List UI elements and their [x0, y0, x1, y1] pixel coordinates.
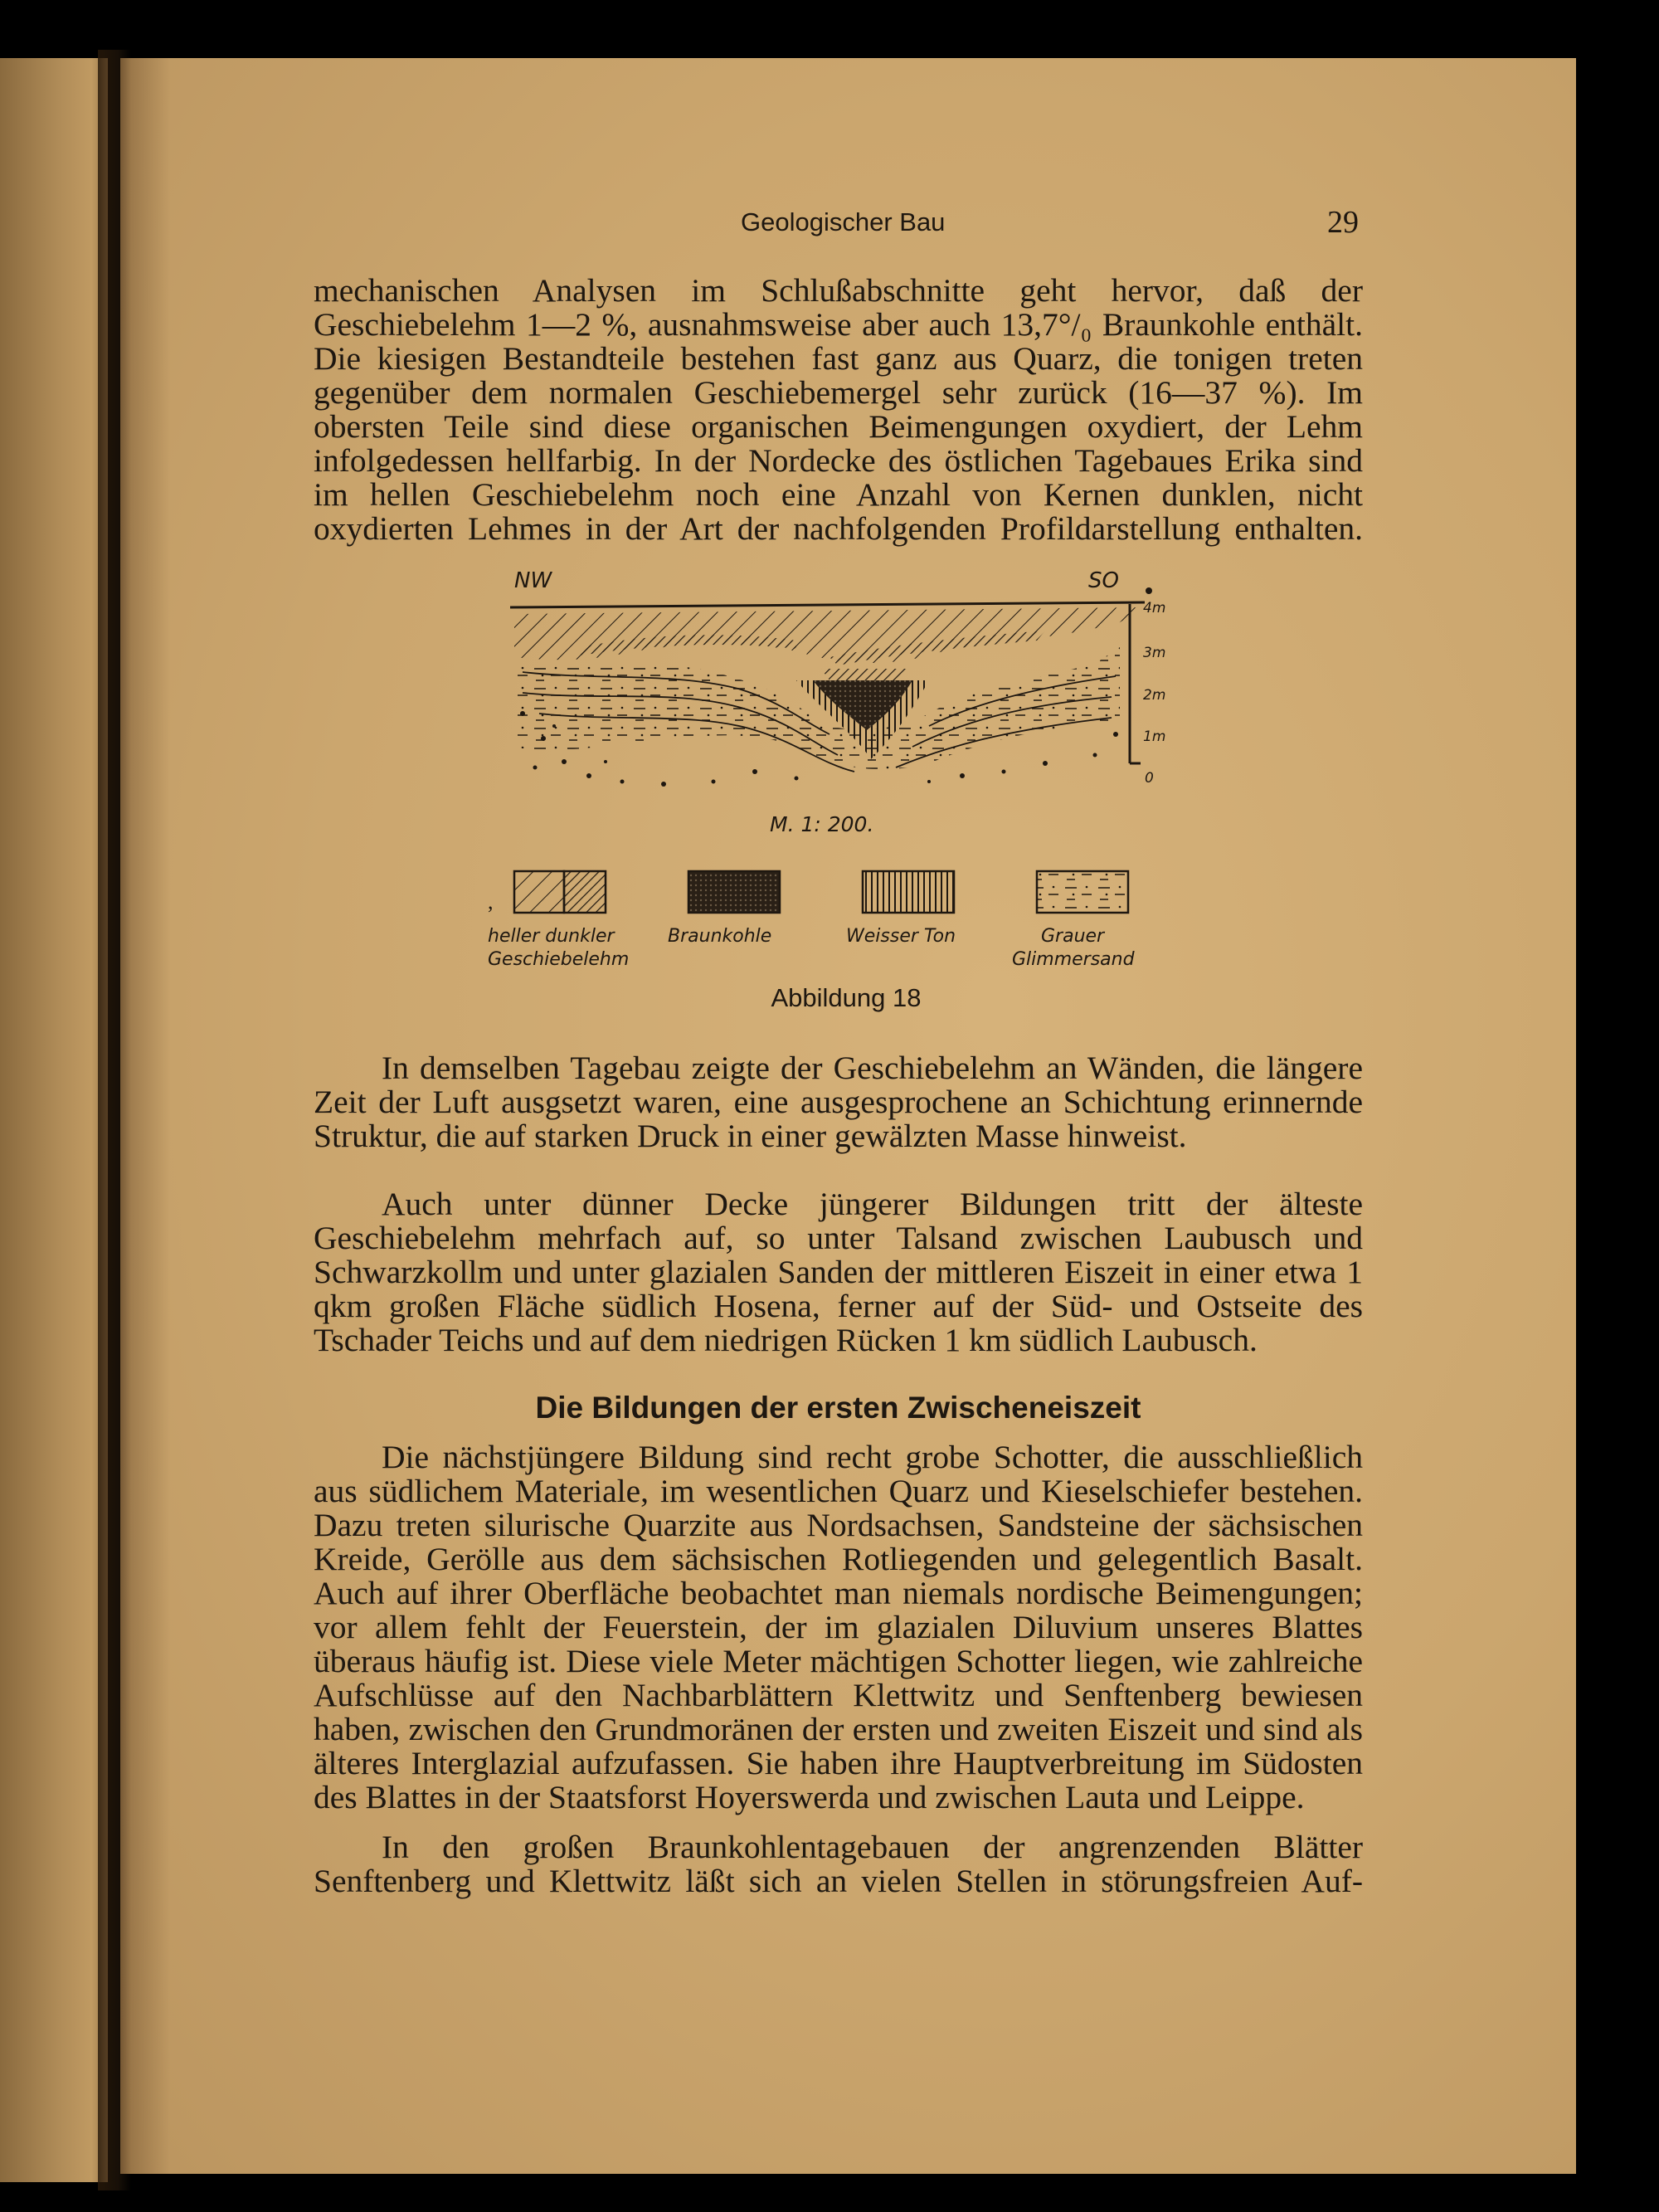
legend-label-sand-2: Glimmersand [1012, 949, 1135, 970]
label-so: SO [1088, 568, 1119, 593]
section-heading: Die Bildungen der ersten Zwischeneiszeit [535, 1391, 1141, 1425]
profile-diagram [465, 564, 1211, 1021]
legend-label-coal: Braunkohle [668, 926, 772, 947]
legend-item-glimmersand [1012, 871, 1136, 970]
dark-till-cap [821, 669, 912, 680]
scale-tick-0: 0 [1145, 770, 1154, 787]
page-number: 29 [1327, 205, 1359, 240]
scale-tick-2m: 2m [1143, 687, 1166, 704]
scale-ratio: M. 1: 200. [770, 812, 874, 836]
paragraph-2: In demselben Tagebau zeigte der Geschiebelehm an Wänden, die längere Zeit der Luft ausgsetzt waren, eine ausgesprochene an Schichtung erinnernde Struktur, die auf starken Druck in einer gewälzten Masse hinweist. [314, 1050, 1363, 1154]
label-nw: NW [514, 568, 552, 593]
svg-text:,: , [488, 889, 494, 914]
legend-label-till-2: Geschiebelehm [488, 949, 630, 970]
figure-caption: Abbildung 18 [771, 983, 922, 1012]
scale-tick-4m: 4m [1143, 600, 1166, 616]
legend-item-geschiebelehm [488, 871, 629, 970]
legend-item-weisser-ton [846, 871, 956, 947]
book-spine [98, 50, 131, 2190]
left-page-edge [0, 58, 108, 2182]
paragraph-3: Auch unter dünner Decke jüngerer Bildungen tritt der älteste Geschiebelehm mehrfach auf, so unter Talsand zwischen Laubusch und Schwarzkollm und unter glazialen Sanden der mittleren Eiszeit in einer etwa 1 qkm großen Fläche südlich Hosena, ferner auf der Süd- und Ostseite des Tschader Teichs und auf dem niedrigen Rücken 1 km südlich Laubusch. [314, 1186, 1363, 1358]
scale-tick-1m: 1m [1143, 728, 1166, 745]
geological-profile-figure [465, 564, 1211, 1021]
legend-label-sand-1: Grauer [1041, 926, 1105, 947]
legend-label-till-1: heller dunkler [488, 926, 615, 947]
paragraph-4: Die nächstjüngere Bildung sind recht grobe Schotter, die ausschließlich aus südlichem Materiale, im wesentlichen Quarz und Kieselschiefer bestehen. Dazu treten silurische Quarzite aus Nordsachsen, Sandsteine der sächsischen Kreide, Gerölle aus dem sächsischen Rotliegenden und gelegentlich Basalt. Auch auf ihrer Oberfläche beobachtet man niemals nordische Beimengungen; vor allem fehlt der Feuerstein, der im glazialen Diluvium unseres Blattes überaus häufig ist. Diese viele Meter mächtigen Schotter liegen, wie zahlreiche Aufschlüsse auf den Nachbarblättern Klettwitz und Senftenberg bewiesen haben, zwischen den Grundmoränen der ersten und zweiten Eiszeit und sind als älteres Interglazial aufzufassen. Sie haben ihre Hauptverbreitung im Südosten des Blattes in der Staatsforst Hoyerswerda und zwischen Lauta und Leippe. [314, 1439, 1363, 1815]
paragraph-5: In den großen Braunkohlentagebauen der angrenzenden Blätter Senftenberg und Klettwitz läßt sich an vielen Stellen in störungsfreien Auf- [314, 1829, 1363, 1899]
running-head: Geologischer Bau [741, 207, 946, 236]
legend-label-clay: Weisser Ton [846, 926, 956, 947]
ground-surface [510, 602, 1145, 607]
paragraph-1: mechanischen Analysen im Schlußabschnitte geht hervor, daß der Geschiebelehm 1—2 %, ausnahmsweise aber auch 13,7°/₀ Braunkohle enthält. Die kiesigen Bestandteile bestehen fast ganz aus Quarz, die tonigen treten gegenüber dem normalen Geschiebemergel sehr zurück (16—37 %). Im obersten Teile sind diese organischen Beimengungen oxydiert, der Lehm infolgedessen hellfarbig. In der Nordecke des östlichen Tagebaues Erika sind im hellen Geschiebelehm noch eine Anzahl von Kernen dunklen, nicht oxydierten Lehmes in der Art der nachfolgenden Profildarstellung enthalten. [314, 272, 1363, 547]
light-till-layer [514, 607, 1145, 663]
scale-tick-3m: 3m [1143, 645, 1166, 661]
legend-item-braunkohle [668, 871, 780, 947]
